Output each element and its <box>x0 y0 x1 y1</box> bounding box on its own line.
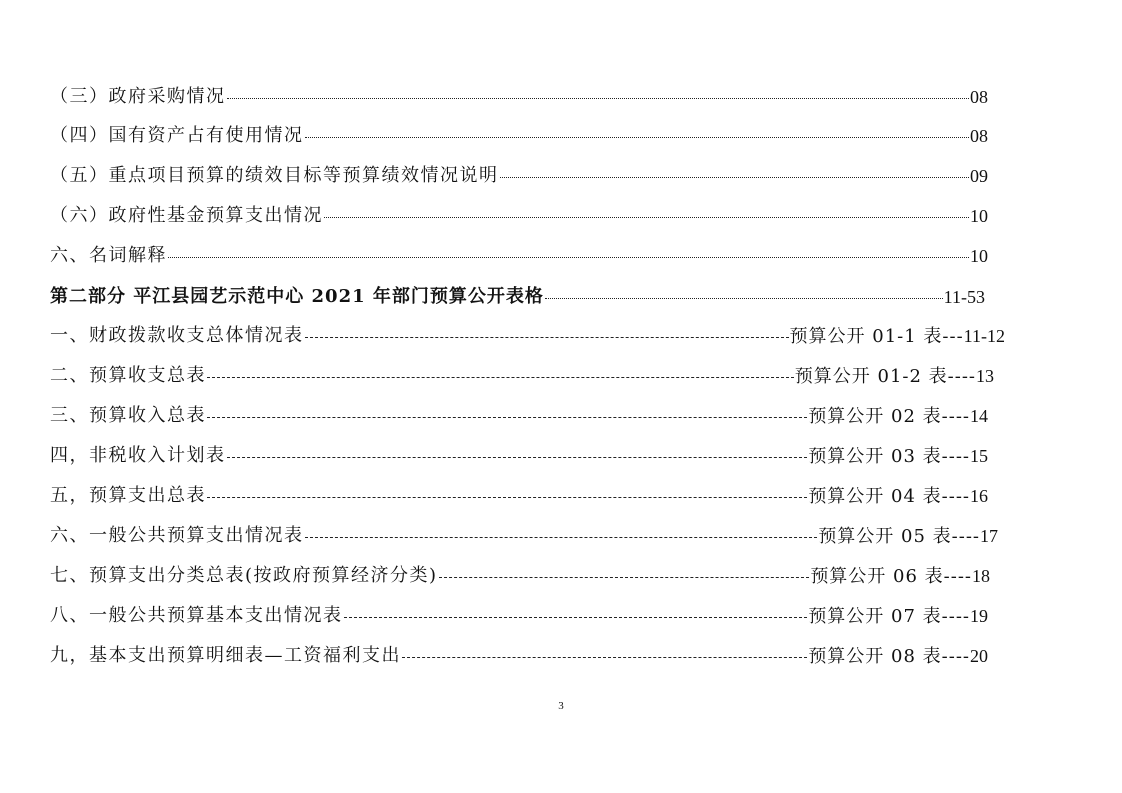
dash-leader <box>207 377 794 378</box>
toc-entry-page: 15 <box>970 445 988 466</box>
toc-entry-table-ref: 预算公开 02 表 <box>808 405 942 427</box>
toc-entry-table-ref: 预算公开 07 表 <box>808 605 942 627</box>
toc-entry: 五，预算支出总表 预算公开 04 表----16 <box>50 481 988 511</box>
toc-entry-table-ref: 预算公开 01-2 表 <box>794 365 948 387</box>
dot-leader <box>500 177 970 178</box>
toc-entry-table-ref: 预算公开 08 表 <box>808 645 942 667</box>
toc-entry: 七、预算支出分类总表(按政府预算经济分类) 预算公开 06 表----18 <box>50 561 990 591</box>
toc-entry <box>50 161 988 191</box>
toc-entry-title: 七、预算支出分类总表(按政府预算经济分类) <box>50 565 438 586</box>
page-number: 3 <box>558 700 564 712</box>
toc-entry-page: 17 <box>980 525 998 546</box>
toc-entry-title: （五）重点项目预算的绩效目标等预算绩效情况说明 <box>50 165 499 186</box>
dash-leader <box>207 417 807 418</box>
toc-entry-title: 第二部分 平江县园艺示范中心 2021 年部门预算公开表格 <box>50 286 544 307</box>
toc-entry <box>50 82 988 112</box>
toc-entry-table-ref: 预算公开 04 表 <box>808 485 942 507</box>
dot-leader <box>168 257 969 258</box>
toc-entry-title: （四）国有资产占有使用情况 <box>50 125 304 146</box>
toc-entry-table-ref: 预算公开 03 表 <box>808 445 942 467</box>
toc-entry-title: 八、一般公共预算基本支出情况表 <box>50 605 343 626</box>
toc-entry-page: 10 <box>970 205 988 226</box>
toc-entry-table-ref: 预算公开 05 表 <box>818 525 952 547</box>
toc-entry <box>50 241 988 271</box>
toc-entry-title: 九，基本支出预算明细表—工资福利支出 <box>50 645 401 666</box>
dash-leader <box>207 497 807 498</box>
toc-entry-title: 六、一般公共预算支出情况表 <box>50 525 304 546</box>
dot-leader <box>305 137 970 138</box>
toc-entry: 九，基本支出预算明细表—工资福利支出 预算公开 08 表----20 <box>50 641 988 671</box>
toc-entry: 四，非税收入计划表 预算公开 03 表----15 <box>50 441 988 471</box>
toc-entry-table-ref: 预算公开 06 表 <box>810 565 944 587</box>
toc-entry-page: 20 <box>970 645 988 666</box>
dash-leader <box>439 577 810 578</box>
toc-entry: 二、预算收支总表 预算公开 01-2 表----13 <box>50 361 994 391</box>
toc-entry-title: （六）政府性基金预算支出情况 <box>50 205 323 226</box>
toc-entry-title: （三）政府采购情况 <box>50 86 226 107</box>
dash-leader <box>305 537 818 538</box>
toc-entry-table-ref: 预算公开 01-1 表 <box>789 325 943 347</box>
dot-leader <box>545 298 943 299</box>
toc-entry-page: 16 <box>970 485 988 506</box>
dash-leader <box>227 457 808 458</box>
toc-entry-title: 一、财政拨款收支总体情况表 <box>50 325 304 346</box>
toc-entry: 六、一般公共预算支出情况表 预算公开 05 表----17 <box>50 521 998 551</box>
toc-entry-page: 10 <box>970 245 988 266</box>
dash-leader <box>305 337 789 338</box>
toc-entry-page: 08 <box>970 125 988 146</box>
toc-entry-page: 11-53 <box>943 286 985 307</box>
toc-entry: 一、财政拨款收支总体情况表 预算公开 01-1 表---11-12 <box>50 321 1005 351</box>
toc-entry-title: 五，预算支出总表 <box>50 485 206 506</box>
dot-leader <box>227 98 970 99</box>
toc-section-heading <box>50 282 985 312</box>
dash-leader <box>402 657 807 658</box>
toc-entry-title: 三、预算收入总表 <box>50 405 206 426</box>
toc-entry-page: 19 <box>970 605 988 626</box>
toc-entry-title: 四，非税收入计划表 <box>50 445 226 466</box>
dot-leader <box>324 217 969 218</box>
toc-entry <box>50 121 988 151</box>
toc-entry-page: 13 <box>976 365 994 386</box>
toc-entry-page: 14 <box>970 405 988 426</box>
toc-entry-page: 18 <box>972 565 990 586</box>
toc-entry: 三、预算收入总表 预算公开 02 表----14 <box>50 401 988 431</box>
toc-entry-title: 六、名词解释 <box>50 245 167 266</box>
dash-leader <box>344 617 808 618</box>
toc-entry-page: 09 <box>970 165 988 186</box>
toc-entry-page: 11-12 <box>963 325 1005 346</box>
toc-entry <box>50 201 988 231</box>
toc-entry-page: 08 <box>970 86 988 107</box>
toc-entry-title: 二、预算收支总表 <box>50 365 206 386</box>
toc-entry: 八、一般公共预算基本支出情况表 预算公开 07 表----19 <box>50 601 988 631</box>
